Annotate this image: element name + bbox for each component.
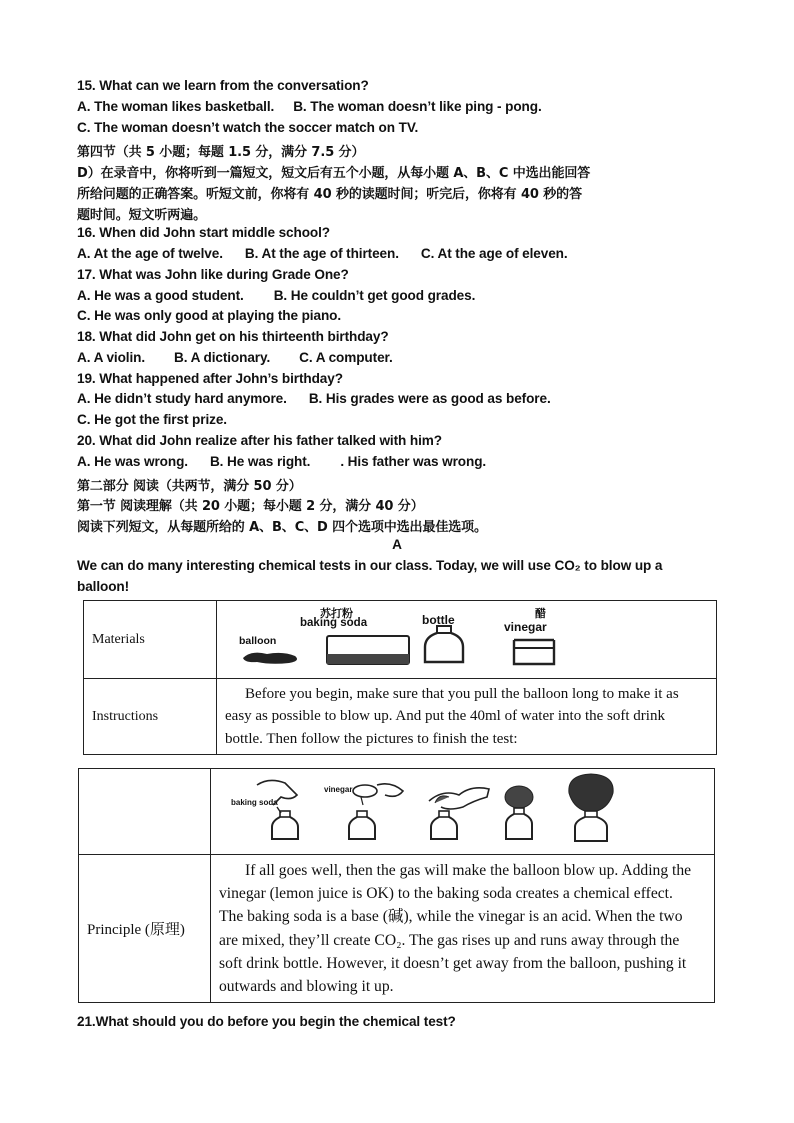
balloon-label: balloon [239, 635, 277, 647]
step-1-hand-bottle-icon [251, 775, 311, 843]
q18-question: 18. What did John get on his thirteenth birthday? [77, 329, 389, 344]
instructions-line-1: Before you begin, make sure that you pull the balloon long to make it as [245, 685, 679, 702]
q19-option-b: B. His grades were as good as before. [308, 391, 551, 406]
q20-option-c: . His father was wrong. [340, 454, 487, 469]
principle-line-6: outwards and blowing it up. [219, 978, 394, 996]
step-3-attach-balloon-icon [419, 779, 495, 843]
bottle-label: bottle [422, 613, 455, 627]
q16-options [77, 246, 568, 261]
baking-soda-container-icon [325, 634, 411, 666]
part2-title: 第二部分 阅读（共两节，满分 50 分） [77, 479, 302, 494]
balloon-icon [239, 649, 309, 665]
q17-option-c: C. He was only good at playing the piano. [77, 308, 342, 323]
baking-soda-label: baking soda [300, 617, 368, 629]
q19-options-ab [77, 391, 551, 406]
bottle-icon [422, 625, 466, 665]
step-5-balloon-inflated-icon [561, 771, 621, 845]
instructions-line-2: easy as possible to blow up. And put the 40ml of water into the soft drink [225, 708, 665, 725]
section4-instr-2: 所给问题的正确答案。听短文前，你将有 40 秒的读题时间；听完后，你将有 40 秒的答 [77, 187, 582, 202]
part2-instr: 阅读下列短文，从每题所给的 A、B、C、D 四个选项中选出最佳选项。 [77, 520, 487, 535]
q19-question: 19. What happened after John’s birthday? [77, 371, 343, 386]
section4-title: 第四节（共 5 小题；每题 1.5 分，满分 7.5 分） [77, 145, 365, 160]
q17-options-ab [77, 288, 475, 303]
q15-option-c: C. The woman doesn’t watch the soccer match on TV. [77, 120, 419, 135]
baking-soda-cn-label: 苏打粉 [320, 607, 353, 620]
q19-option-a: A. He didn’t study hard anymore. [77, 391, 287, 406]
q20-option-a: A. He was wrong. [77, 454, 188, 469]
q17-option-a: A. He was a good student. [77, 288, 244, 303]
q17-question: 17. What was John like during Grade One? [77, 267, 349, 282]
principle-line-5: soft drink bottle. However, it doesn’t get away from the balloon, pushing it [219, 954, 687, 972]
materials-table [83, 600, 717, 755]
q20-options [77, 454, 486, 469]
materials-label: Materials [84, 601, 217, 679]
principle-line-2: vinegar (lemon juice is OK) to the baking soda creates a chemical effect. [219, 884, 673, 902]
q20-question: 20. What did John realize after his father talked with him? [77, 433, 442, 448]
principle-line-3: The baking soda is a base (碱), while the vinegar is an acid. When the two [219, 908, 683, 926]
principle-line-1: If all goes well, then the gas will make the balloon blow up. Adding the [245, 861, 692, 879]
materials-picture [217, 601, 717, 679]
q16-option-b: B. At the age of thirteen. [244, 246, 399, 261]
q20-option-b: B. He was right. [209, 454, 311, 469]
q16-option-a: A. At the age of twelve. [77, 246, 223, 261]
q18-options [77, 350, 393, 365]
instructions-text [217, 679, 717, 755]
instructions-line-3: bottle. Then follow the pictures to finish the test: [225, 730, 518, 747]
step-4-balloon-inflating-icon [499, 783, 539, 843]
q21-question: 21.What should you do before you begin the chemical test? [77, 1014, 456, 1029]
section4-instr-1: D）在录音中，你将听到一篇短文，短文后有五个小题，从每小题 A、B、C 中选出能回答 [77, 166, 591, 181]
step-vinegar-label: vinegar [324, 785, 353, 794]
q16-question: 16. When did John start middle school? [77, 225, 330, 240]
q18-option-b: B. A dictionary. [174, 350, 271, 365]
vinegar-container-icon [511, 637, 557, 667]
q15-question: 15. What can we learn from the conversation? [77, 78, 369, 93]
steps-empty-cell [79, 769, 211, 855]
q15-option-a: A. The woman likes basketball. [77, 99, 275, 114]
passage-intro-2: balloon! [77, 579, 130, 594]
vinegar-cn-label: 醋 [535, 607, 546, 620]
vinegar-label: vinegar [504, 620, 547, 634]
q17-option-b: B. He couldn’t get good grades. [273, 288, 476, 303]
q15-options-ab [77, 99, 542, 114]
q18-option-a: A. A violin. [77, 350, 146, 365]
principle-text [211, 855, 715, 1003]
passage-intro-1: We can do many interesting chemical tests in our class. Today, we will use CO₂ to blow up a [77, 558, 663, 573]
step-baking-soda-label: baking soda [231, 798, 278, 807]
q19-option-c: C. He got the first prize. [77, 412, 227, 427]
principle-label: Principle (原理) [79, 855, 211, 1003]
step-2-pour-vinegar-icon [347, 777, 417, 843]
passage-letter: A [392, 537, 402, 552]
q18-option-c: C. A computer. [299, 350, 393, 365]
section4-instr-3: 题时间。短文听两遍。 [77, 208, 207, 223]
part2-section1: 第一节 阅读理解（共 20 小题；每小题 2 分，满分 40 分） [77, 499, 424, 514]
steps-picture [211, 769, 715, 855]
principle-table [78, 768, 715, 1003]
q15-option-b: B. The woman doesn’t like ping - pong. [293, 99, 542, 114]
principle-line-4: are mixed, they’ll create CO₂. The gas rises up and runs away through the [219, 931, 680, 949]
instructions-label: Instructions [84, 679, 217, 755]
q16-option-c: C. At the age of eleven. [420, 246, 568, 261]
